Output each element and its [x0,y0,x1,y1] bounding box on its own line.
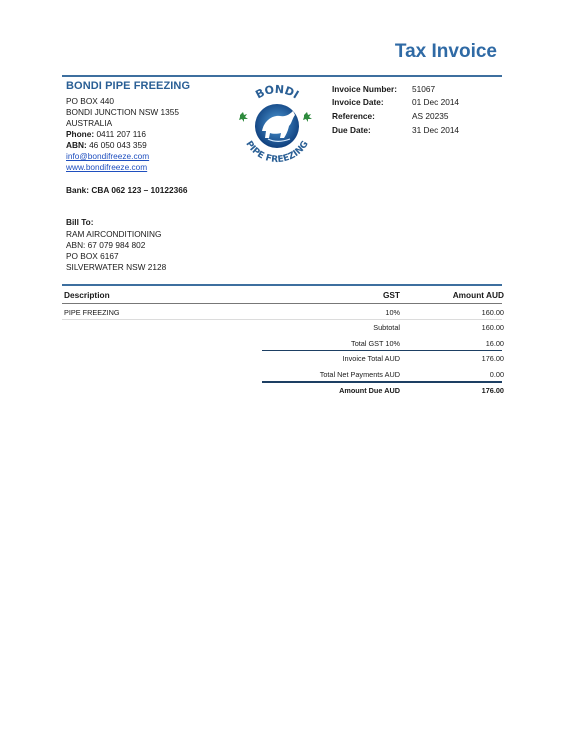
column-header-description: Description [64,290,110,300]
table-top-divider [62,284,502,286]
net-payments-value: 0.00 [489,370,504,379]
reference-value: AS 20235 [412,111,449,121]
due-date-value: 31 Dec 2014 [412,125,460,135]
logo-bottom-text: PIPE FREEZING [243,139,311,166]
invoice-total-label: Invoice Total AUD [342,354,400,363]
bill-to-heading: Bill To: [66,217,94,227]
column-header-gst: GST [382,290,400,300]
table-header-divider [62,303,502,304]
svg-text:BONDI [253,83,301,102]
phone-label: Phone: [66,129,95,139]
row-divider [62,319,502,320]
net-payments-label: Total Net Payments AUD [319,370,400,379]
line-item-description: PIPE FREEZING [64,308,120,317]
subtotal-label: Subtotal [373,323,400,332]
bank-details: Bank: CBA 062 123 – 10122366 [66,185,188,195]
column-header-amount: Amount AUD [452,290,504,300]
company-address-line: BONDI JUNCTION NSW 1355 [66,107,179,117]
company-address-line: PO BOX 440 [66,96,114,106]
company-website-link[interactable]: www.bondifreeze.com [66,162,148,172]
company-abn [66,140,147,151]
total-gst-label: Total GST 10% [351,339,400,348]
bill-to-line: RAM AIRCONDITIONING [66,229,162,239]
invoice-number-label: Invoice Number: [332,84,398,94]
company-phone [66,129,146,140]
amount-due-label: Amount Due AUD [339,386,400,395]
subtotal-value: 160.00 [481,323,504,332]
company-address-line: AUSTRALIA [66,118,113,128]
total-gst-value: 16.00 [485,339,504,348]
abn-value: 46 050 043 359 [89,140,147,150]
bill-to-line: ABN: 67 079 984 802 [66,240,146,250]
bill-to-line: PO BOX 6167 [66,251,119,261]
logo-top-text: BONDI [253,82,302,102]
bill-to-line: SILVERWATER NSW 2128 [66,262,167,272]
invoice-date-label: Invoice Date: [332,97,384,107]
company-name: BONDI PIPE FREEZING [66,80,191,92]
invoice-number-value: 51067 [412,84,436,94]
due-date-label: Due Date: [332,125,371,135]
line-item-amount: 160.00 [481,308,504,317]
totals-divider [262,350,502,351]
line-item-gst: 10% [385,308,400,317]
amount-due-value: 176.00 [481,386,504,395]
invoice-title: Tax Invoice [394,41,497,62]
invoice-date-value: 01 Dec 2014 [412,97,460,107]
header-divider [62,75,502,77]
amount-due-divider [262,381,502,383]
phone-value: 0411 207 116 [96,129,146,139]
polar-bear-logo-icon [232,81,322,171]
abn-label: ABN: [66,140,87,150]
company-email-link[interactable]: info@bondifreeze.com [66,151,150,161]
invoice-total-value: 176.00 [481,354,504,363]
reference-label: Reference: [332,111,375,121]
